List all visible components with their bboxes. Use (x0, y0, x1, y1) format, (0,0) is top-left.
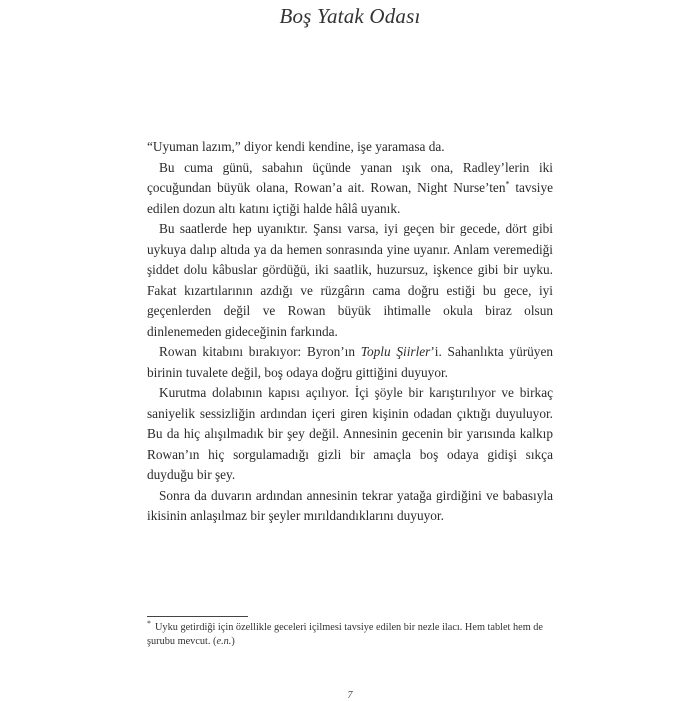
chapter-title: Boş Yatak Odası (279, 4, 421, 28)
paragraph-4 (147, 342, 553, 383)
paragraph-4-end: ’i. Sahanlıkta yürüyen birinin tuvalete değil, boş odaya doğru gittiğini duyuyor. (147, 344, 554, 380)
book-title-italic: Toplu Şiirler (360, 344, 431, 359)
footnote-reference: * (505, 179, 510, 189)
paragraph-5: Kurutma dolabının kapısı açılıyor. İçi şöyle bir karıştırılıyor ve birkaç saniyelik sessizliğin ardından içeri giren kişinin odadan çıktığı duyuluyor. Bu da hiç alışılmadık bir şey değil. Annesinin gecenin bir yarısında kalkıp Rowan’ın hiç sorgulamadığı gizli bir amaçla boş odaya gidişi sıkça duyduğu bir şey. (147, 385, 553, 482)
paragraph-3: Bu saatlerde hep uyanıktır. Şansı varsa, iyi geçen bir gecede, dört gibi uykuya dalıp altıda ya da hemen sonrasında yine uyanır. Anlam veremediği şiddet dolu kâbuslar gördüğü, iki saatlik, huzursuz, işkence gibi bir uyku. Fakat kızartılarının azdığı ve rüzgârın cama doğru estiği bu gece, iyi geçenlerden değil ve Rowan büyük ihtimalle okula biraz olsun dinlenemeden gideceğinin farkında. (147, 221, 553, 339)
footnote-marker: * (147, 618, 151, 628)
paragraph-2-end: tavsiye edilen dozun altı katını içtiği halde hâlâ uyanık. (147, 180, 553, 216)
footnote-close: ) (231, 636, 235, 647)
body-text (147, 137, 553, 527)
footnote-text: Uyku getirdiği için özellikle geceleri içilmesi tavsiye edilen bir nezle ilacı. Hem tablet hem de şurubu mevcut. ( (147, 622, 543, 647)
footnote-divider (147, 616, 248, 617)
footnote-italic: e.n. (216, 636, 232, 647)
footnote (147, 618, 553, 649)
paragraph-1: “Uyuman lazım,” diyor kendi kendine, işe yaramasa da. (147, 139, 445, 154)
paragraph-4-start: Rowan kitabını bırakıyor: Byron’ın (159, 344, 361, 359)
paragraph-2-start: Bu cuma günü, sabahın üçünde yanan ışık ona, Radley’lerin iki çocuğundan büyük olana, Rowan’a ait. Rowan, Night Nurse’ten (147, 159, 553, 195)
paragraph-2 (147, 158, 553, 220)
page-number: 7 (347, 690, 353, 701)
paragraph-6: Sonra da duvarın ardından annesinin tekrar yatağa girdiğini ve babasıyla ikisinin anlaşılmaz bir şeyler mırıldandıklarını duyuyor. (147, 487, 553, 523)
